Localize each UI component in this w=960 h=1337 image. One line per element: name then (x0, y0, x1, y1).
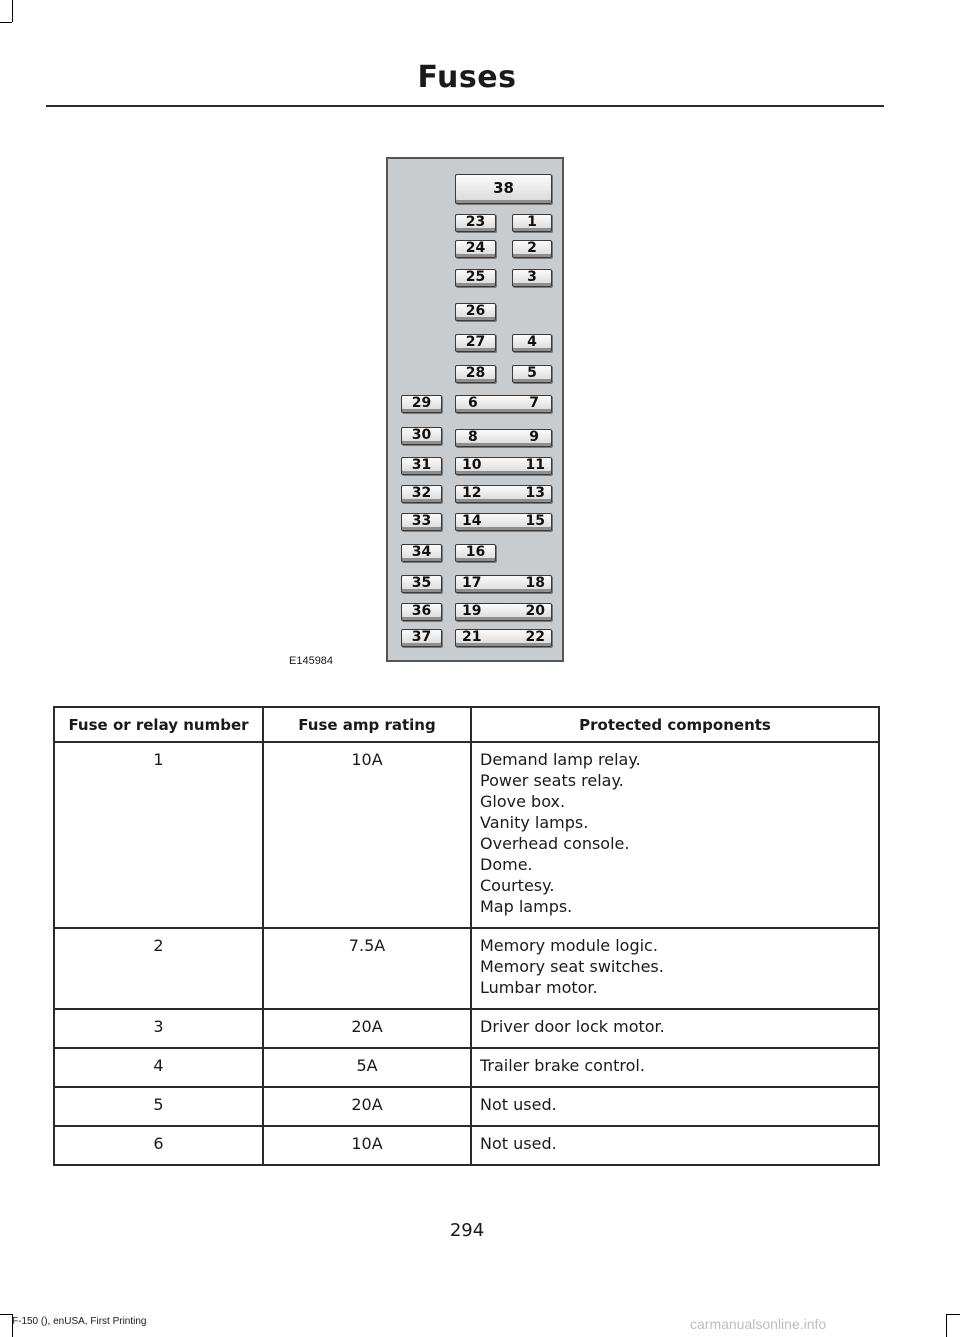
fuse-33: 33 (401, 513, 442, 531)
fuse-28: 28 (455, 365, 496, 383)
table-header-row (54, 707, 879, 742)
component-line: Overhead console. (480, 834, 630, 853)
fuse-10-11: 10 11 (455, 457, 552, 475)
component-line: Not used. (480, 1095, 557, 1114)
fuse-number-cell: 2 (54, 928, 263, 1009)
fuse-31: 31 (401, 457, 442, 475)
fuse-14-15: 14 15 (455, 513, 552, 531)
fuse-36: 36 (401, 603, 442, 621)
fuse-3: 3 (512, 269, 552, 287)
fuse-12-13: 12 13 (455, 485, 552, 503)
protected-components-cell (471, 1126, 879, 1165)
column-header: Protected components (471, 707, 879, 742)
table-row (54, 742, 879, 928)
fuse-32: 32 (401, 485, 442, 503)
fuse-number-cell: 5 (54, 1087, 263, 1126)
footer-text: F-150 (), enUSA, First Printing (12, 1316, 147, 1327)
fuse-26: 26 (455, 303, 496, 321)
protected-components-cell (471, 1087, 879, 1126)
amp-rating-cell: 10A (263, 1126, 471, 1165)
component-line: Trailer brake control. (480, 1056, 645, 1075)
protected-components-cell (471, 1009, 879, 1048)
fuse-number-cell: 1 (54, 742, 263, 928)
component-line: Driver door lock motor. (480, 1017, 665, 1036)
fuse-19-20: 19 20 (455, 603, 552, 621)
component-line: Demand lamp relay. (480, 750, 641, 769)
component-line: Courtesy. (480, 876, 555, 895)
fuse-29: 29 (401, 395, 442, 413)
component-line: Not used. (480, 1134, 557, 1153)
crop-mark (946, 1314, 947, 1337)
component-line: Lumbar motor. (480, 978, 598, 997)
amp-rating-cell: 10A (263, 742, 471, 928)
crop-mark (12, 0, 13, 22)
page-number: 294 (449, 1220, 485, 1241)
amp-rating-cell: 5A (263, 1048, 471, 1087)
column-header: Fuse amp rating (263, 707, 471, 742)
fuse-27: 27 (455, 334, 496, 352)
watermark: carmanualsonline.info (690, 1316, 827, 1332)
fuse-34: 34 (401, 544, 442, 562)
component-line: Power seats relay. (480, 771, 624, 790)
fuse-number-cell: 4 (54, 1048, 263, 1087)
fuse-number-cell: 3 (54, 1009, 263, 1048)
protected-components-cell (471, 1048, 879, 1087)
component-line: Vanity lamps. (480, 813, 589, 832)
title-divider (46, 105, 884, 107)
table-row (54, 1087, 879, 1126)
fuse-30: 30 (401, 427, 442, 445)
component-line: Memory module logic. (480, 936, 658, 955)
figure-id: E145984 (289, 655, 334, 667)
crop-mark (0, 1314, 12, 1315)
fuse-6-7: 6 7 (455, 395, 552, 413)
fuse-2: 2 (512, 240, 552, 258)
table-row (54, 1126, 879, 1165)
amp-rating-cell: 20A (263, 1009, 471, 1048)
fuse-table (53, 706, 880, 1166)
fuse-1: 1 (512, 214, 552, 232)
fuse-23: 23 (455, 214, 496, 232)
protected-components-cell (471, 928, 879, 1009)
table-row (54, 1009, 879, 1048)
column-header: Fuse or relay number (54, 707, 263, 742)
page-title: Fuses (417, 60, 517, 95)
fuse-25: 25 (455, 269, 496, 287)
fuse-37: 37 (401, 629, 442, 647)
component-line: Map lamps. (480, 897, 573, 916)
amp-rating-cell: 7.5A (263, 928, 471, 1009)
table-row (54, 1048, 879, 1087)
protected-components-cell (471, 742, 879, 928)
table-row (54, 928, 879, 1009)
crop-mark (946, 1314, 960, 1315)
component-line: Dome. (480, 855, 533, 874)
fuse-16: 16 (455, 544, 496, 562)
fuse-24: 24 (455, 240, 496, 258)
amp-rating-cell: 20A (263, 1087, 471, 1126)
fuse-17-18: 17 18 (455, 575, 552, 593)
component-line: Memory seat switches. (480, 957, 664, 976)
fuse-4: 4 (512, 334, 552, 352)
fuse-number-cell: 6 (54, 1126, 263, 1165)
fuse-5: 5 (512, 365, 552, 383)
fuse-38: 38 (455, 174, 552, 204)
crop-mark (0, 22, 12, 23)
fuse-21-22: 21 22 (455, 629, 552, 647)
fuse-8-9: 8 9 (455, 429, 552, 447)
component-line: Glove box. (480, 792, 566, 811)
fuse-panel-diagram (386, 157, 564, 662)
fuse-35: 35 (401, 575, 442, 593)
